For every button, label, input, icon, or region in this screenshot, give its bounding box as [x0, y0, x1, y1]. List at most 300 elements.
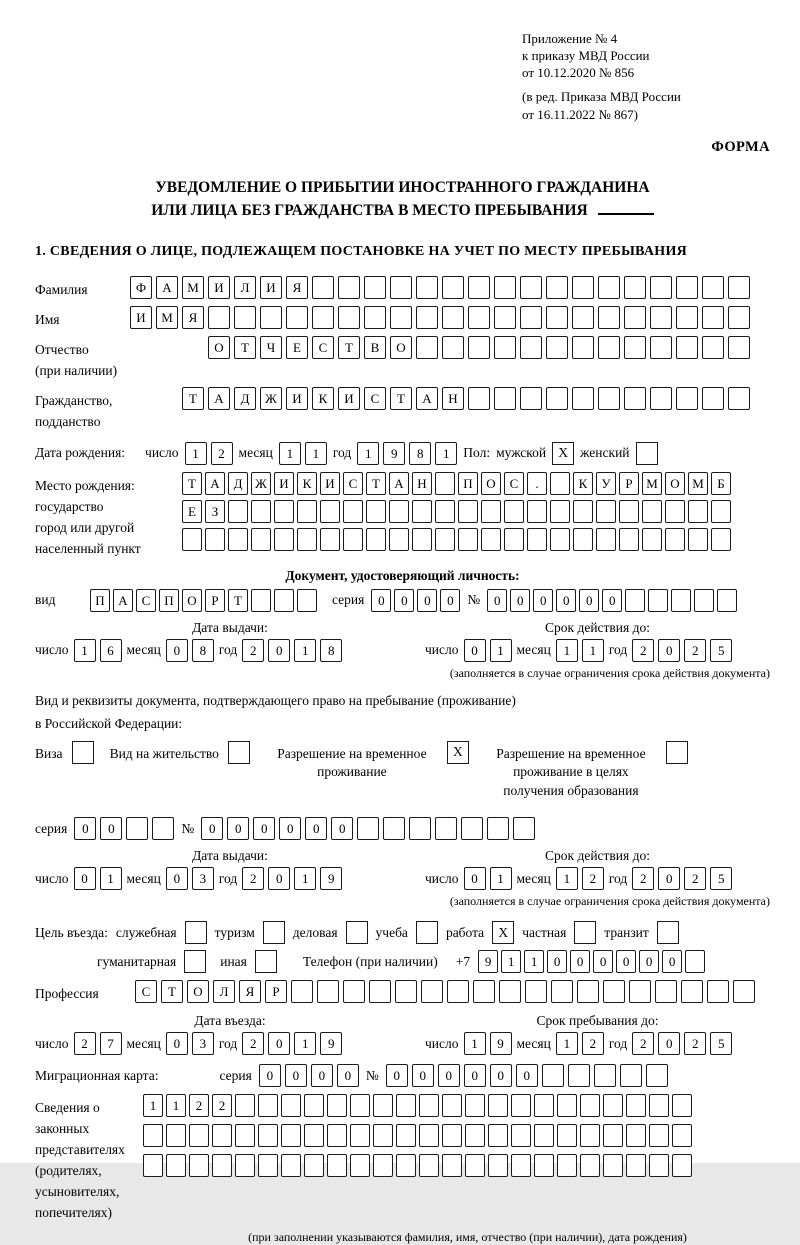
- char-cell[interactable]: И: [208, 276, 230, 299]
- char-cell[interactable]: [520, 387, 542, 410]
- char-cell[interactable]: Е: [286, 336, 308, 359]
- purpose-study-checkbox[interactable]: [416, 921, 438, 944]
- char-cell[interactable]: М: [642, 472, 662, 495]
- char-cell[interactable]: [511, 1154, 531, 1177]
- char-cell[interactable]: [650, 306, 672, 329]
- char-cell[interactable]: [688, 500, 708, 523]
- char-cell[interactable]: [646, 1064, 668, 1087]
- char-cell[interactable]: [442, 336, 464, 359]
- char-cell[interactable]: [551, 980, 573, 1003]
- char-cell[interactable]: [650, 387, 672, 410]
- char-cell[interactable]: 3: [192, 867, 214, 890]
- char-cell[interactable]: [494, 336, 516, 359]
- char-cell[interactable]: [494, 306, 516, 329]
- char-cell[interactable]: 1: [294, 639, 316, 662]
- char-cell[interactable]: [672, 1154, 692, 1177]
- char-cell[interactable]: 5: [710, 867, 732, 890]
- char-cell[interactable]: [320, 500, 340, 523]
- char-cell[interactable]: 2: [632, 867, 654, 890]
- char-cell[interactable]: [733, 980, 755, 1003]
- char-cell[interactable]: [395, 980, 417, 1003]
- char-cell[interactable]: [389, 500, 409, 523]
- char-cell[interactable]: Д: [228, 472, 248, 495]
- char-cell[interactable]: 1: [490, 639, 512, 662]
- char-cell[interactable]: Т: [228, 589, 248, 612]
- char-cell[interactable]: [624, 387, 646, 410]
- char-cell[interactable]: [435, 528, 455, 551]
- char-cell[interactable]: [557, 1154, 577, 1177]
- char-cell[interactable]: [212, 1154, 232, 1177]
- char-cell[interactable]: И: [286, 387, 308, 410]
- char-cell[interactable]: 0: [100, 817, 122, 840]
- char-cell[interactable]: [676, 387, 698, 410]
- char-cell[interactable]: [281, 1154, 301, 1177]
- char-cell[interactable]: А: [208, 387, 230, 410]
- char-cell[interactable]: [707, 980, 729, 1003]
- char-cell[interactable]: 0: [440, 589, 460, 612]
- char-cell[interactable]: [364, 306, 386, 329]
- char-cell[interactable]: [649, 1094, 669, 1117]
- char-cell[interactable]: И: [274, 472, 294, 495]
- char-cell[interactable]: [546, 276, 568, 299]
- char-cell[interactable]: 0: [253, 817, 275, 840]
- char-cell[interactable]: [655, 980, 677, 1003]
- option-residence-permit-checkbox[interactable]: [228, 741, 250, 764]
- char-cell[interactable]: [672, 1124, 692, 1147]
- char-cell[interactable]: Р: [205, 589, 225, 612]
- char-cell[interactable]: [468, 306, 490, 329]
- char-cell[interactable]: 0: [556, 589, 576, 612]
- char-cell[interactable]: [458, 500, 478, 523]
- char-cell[interactable]: [520, 306, 542, 329]
- char-cell[interactable]: 2: [684, 867, 706, 890]
- char-cell[interactable]: [527, 528, 547, 551]
- char-cell[interactable]: [166, 1124, 186, 1147]
- char-cell[interactable]: Т: [390, 387, 412, 410]
- char-cell[interactable]: [338, 306, 360, 329]
- char-cell[interactable]: [442, 1124, 462, 1147]
- char-cell[interactable]: [126, 817, 148, 840]
- char-cell[interactable]: [383, 817, 405, 840]
- char-cell[interactable]: [281, 1094, 301, 1117]
- char-cell[interactable]: О: [208, 336, 230, 359]
- char-cell[interactable]: .: [527, 472, 547, 495]
- char-cell[interactable]: [357, 817, 379, 840]
- char-cell[interactable]: С: [312, 336, 334, 359]
- char-cell[interactable]: [676, 276, 698, 299]
- char-cell[interactable]: З: [205, 500, 225, 523]
- char-cell[interactable]: 9: [383, 442, 405, 465]
- char-cell[interactable]: 0: [602, 589, 622, 612]
- char-cell[interactable]: [568, 1064, 590, 1087]
- char-cell[interactable]: [572, 276, 594, 299]
- char-cell[interactable]: 2: [74, 1032, 96, 1055]
- char-cell[interactable]: [542, 1064, 564, 1087]
- char-cell[interactable]: [557, 1094, 577, 1117]
- char-cell[interactable]: Ж: [260, 387, 282, 410]
- char-cell[interactable]: И: [260, 276, 282, 299]
- char-cell[interactable]: [672, 1094, 692, 1117]
- char-cell[interactable]: [327, 1094, 347, 1117]
- char-cell[interactable]: [487, 817, 509, 840]
- char-cell[interactable]: [327, 1124, 347, 1147]
- char-cell[interactable]: [702, 387, 724, 410]
- char-cell[interactable]: [435, 817, 457, 840]
- char-cell[interactable]: 1: [524, 950, 544, 973]
- char-cell[interactable]: [527, 500, 547, 523]
- char-cell[interactable]: М: [182, 276, 204, 299]
- char-cell[interactable]: С: [343, 472, 363, 495]
- char-cell[interactable]: [435, 500, 455, 523]
- char-cell[interactable]: [390, 276, 412, 299]
- char-cell[interactable]: 2: [242, 639, 264, 662]
- char-cell[interactable]: М: [156, 306, 178, 329]
- purpose-transit-checkbox[interactable]: [657, 921, 679, 944]
- char-cell[interactable]: [481, 528, 501, 551]
- char-cell[interactable]: [274, 589, 294, 612]
- char-cell[interactable]: [648, 589, 668, 612]
- char-cell[interactable]: [274, 528, 294, 551]
- char-cell[interactable]: 0: [305, 817, 327, 840]
- char-cell[interactable]: А: [389, 472, 409, 495]
- char-cell[interactable]: [598, 306, 620, 329]
- char-cell[interactable]: Я: [239, 980, 261, 1003]
- purpose-business-checkbox[interactable]: [346, 921, 368, 944]
- char-cell[interactable]: [649, 1124, 669, 1147]
- char-cell[interactable]: [465, 1154, 485, 1177]
- char-cell[interactable]: [235, 1154, 255, 1177]
- char-cell[interactable]: 1: [294, 867, 316, 890]
- char-cell[interactable]: [390, 306, 412, 329]
- char-cell[interactable]: 0: [285, 1064, 307, 1087]
- char-cell[interactable]: [189, 1124, 209, 1147]
- char-cell[interactable]: Т: [182, 472, 202, 495]
- char-cell[interactable]: [594, 1064, 616, 1087]
- char-cell[interactable]: О: [390, 336, 412, 359]
- char-cell[interactable]: [580, 1154, 600, 1177]
- char-cell[interactable]: [702, 306, 724, 329]
- char-cell[interactable]: [702, 336, 724, 359]
- char-cell[interactable]: 2: [189, 1094, 209, 1117]
- char-cell[interactable]: К: [573, 472, 593, 495]
- char-cell[interactable]: С: [504, 472, 524, 495]
- char-cell[interactable]: 0: [337, 1064, 359, 1087]
- char-cell[interactable]: 1: [100, 867, 122, 890]
- char-cell[interactable]: [473, 980, 495, 1003]
- char-cell[interactable]: [350, 1124, 370, 1147]
- char-cell[interactable]: 0: [616, 950, 636, 973]
- char-cell[interactable]: [419, 1154, 439, 1177]
- char-cell[interactable]: [189, 1154, 209, 1177]
- char-cell[interactable]: [412, 500, 432, 523]
- char-cell[interactable]: [251, 500, 271, 523]
- char-cell[interactable]: А: [113, 589, 133, 612]
- char-cell[interactable]: [550, 472, 570, 495]
- char-cell[interactable]: [511, 1094, 531, 1117]
- char-cell[interactable]: К: [297, 472, 317, 495]
- char-cell[interactable]: 0: [639, 950, 659, 973]
- char-cell[interactable]: [373, 1094, 393, 1117]
- char-cell[interactable]: [166, 1154, 186, 1177]
- char-cell[interactable]: 9: [478, 950, 498, 973]
- char-cell[interactable]: [251, 589, 271, 612]
- char-cell[interactable]: [343, 528, 363, 551]
- char-cell[interactable]: [396, 1154, 416, 1177]
- char-cell[interactable]: [534, 1124, 554, 1147]
- char-cell[interactable]: [504, 500, 524, 523]
- char-cell[interactable]: 5: [710, 639, 732, 662]
- char-cell[interactable]: Л: [213, 980, 235, 1003]
- char-cell[interactable]: [320, 528, 340, 551]
- char-cell[interactable]: [685, 950, 705, 973]
- char-cell[interactable]: [297, 500, 317, 523]
- char-cell[interactable]: [629, 980, 651, 1003]
- char-cell[interactable]: 0: [268, 639, 290, 662]
- char-cell[interactable]: 0: [579, 589, 599, 612]
- char-cell[interactable]: 0: [74, 867, 96, 890]
- char-cell[interactable]: 0: [166, 867, 188, 890]
- char-cell[interactable]: [520, 276, 542, 299]
- char-cell[interactable]: [598, 336, 620, 359]
- char-cell[interactable]: 0: [516, 1064, 538, 1087]
- char-cell[interactable]: 0: [510, 589, 530, 612]
- char-cell[interactable]: [350, 1154, 370, 1177]
- char-cell[interactable]: Н: [412, 472, 432, 495]
- char-cell[interactable]: [343, 980, 365, 1003]
- char-cell[interactable]: 1: [501, 950, 521, 973]
- char-cell[interactable]: [419, 1124, 439, 1147]
- char-cell[interactable]: 0: [279, 817, 301, 840]
- char-cell[interactable]: [511, 1124, 531, 1147]
- char-cell[interactable]: [603, 1154, 623, 1177]
- char-cell[interactable]: Д: [234, 387, 256, 410]
- char-cell[interactable]: [572, 336, 594, 359]
- char-cell[interactable]: [598, 276, 620, 299]
- char-cell[interactable]: 0: [490, 1064, 512, 1087]
- char-cell[interactable]: 0: [464, 1064, 486, 1087]
- char-cell[interactable]: 0: [464, 639, 486, 662]
- char-cell[interactable]: [603, 980, 625, 1003]
- char-cell[interactable]: В: [364, 336, 386, 359]
- char-cell[interactable]: [234, 306, 256, 329]
- char-cell[interactable]: 5: [710, 1032, 732, 1055]
- char-cell[interactable]: [461, 817, 483, 840]
- char-cell[interactable]: [364, 276, 386, 299]
- char-cell[interactable]: Ж: [251, 472, 271, 495]
- char-cell[interactable]: Р: [265, 980, 287, 1003]
- char-cell[interactable]: С: [364, 387, 386, 410]
- char-cell[interactable]: [366, 500, 386, 523]
- char-cell[interactable]: 2: [632, 1032, 654, 1055]
- char-cell[interactable]: 0: [259, 1064, 281, 1087]
- purpose-official-checkbox[interactable]: [185, 921, 207, 944]
- char-cell[interactable]: 1: [556, 867, 578, 890]
- char-cell[interactable]: О: [481, 472, 501, 495]
- char-cell[interactable]: 7: [100, 1032, 122, 1055]
- char-cell[interactable]: [291, 980, 313, 1003]
- char-cell[interactable]: [143, 1154, 163, 1177]
- char-cell[interactable]: [412, 528, 432, 551]
- char-cell[interactable]: 2: [582, 867, 604, 890]
- char-cell[interactable]: [435, 472, 455, 495]
- char-cell[interactable]: 0: [438, 1064, 460, 1087]
- char-cell[interactable]: [235, 1124, 255, 1147]
- char-cell[interactable]: [447, 980, 469, 1003]
- char-cell[interactable]: [468, 276, 490, 299]
- char-cell[interactable]: И: [338, 387, 360, 410]
- char-cell[interactable]: [573, 500, 593, 523]
- char-cell[interactable]: [258, 1094, 278, 1117]
- char-cell[interactable]: 2: [242, 867, 264, 890]
- char-cell[interactable]: [603, 1124, 623, 1147]
- purpose-work-checkbox[interactable]: X: [492, 921, 514, 944]
- char-cell[interactable]: [525, 980, 547, 1003]
- char-cell[interactable]: Р: [619, 472, 639, 495]
- char-cell[interactable]: [626, 1124, 646, 1147]
- char-cell[interactable]: 0: [570, 950, 590, 973]
- char-cell[interactable]: [650, 276, 672, 299]
- char-cell[interactable]: 1: [166, 1094, 186, 1117]
- char-cell[interactable]: [513, 817, 535, 840]
- char-cell[interactable]: 0: [658, 639, 680, 662]
- char-cell[interactable]: 0: [227, 817, 249, 840]
- char-cell[interactable]: О: [665, 472, 685, 495]
- char-cell[interactable]: 0: [417, 589, 437, 612]
- char-cell[interactable]: 1: [143, 1094, 163, 1117]
- char-cell[interactable]: У: [596, 472, 616, 495]
- char-cell[interactable]: [488, 1154, 508, 1177]
- char-cell[interactable]: [396, 1094, 416, 1117]
- char-cell[interactable]: 8: [192, 639, 214, 662]
- char-cell[interactable]: [343, 500, 363, 523]
- char-cell[interactable]: [338, 276, 360, 299]
- char-cell[interactable]: [520, 336, 542, 359]
- char-cell[interactable]: [442, 306, 464, 329]
- char-cell[interactable]: Т: [338, 336, 360, 359]
- char-cell[interactable]: [676, 336, 698, 359]
- char-cell[interactable]: [572, 306, 594, 329]
- char-cell[interactable]: 0: [166, 639, 188, 662]
- char-cell[interactable]: П: [90, 589, 110, 612]
- char-cell[interactable]: [488, 1094, 508, 1117]
- char-cell[interactable]: [688, 528, 708, 551]
- char-cell[interactable]: [550, 500, 570, 523]
- char-cell[interactable]: 1: [279, 442, 301, 465]
- char-cell[interactable]: [260, 306, 282, 329]
- char-cell[interactable]: Е: [182, 500, 202, 523]
- char-cell[interactable]: [304, 1154, 324, 1177]
- char-cell[interactable]: [396, 1124, 416, 1147]
- char-cell[interactable]: 1: [490, 867, 512, 890]
- char-cell[interactable]: 0: [487, 589, 507, 612]
- char-cell[interactable]: [620, 1064, 642, 1087]
- char-cell[interactable]: 2: [684, 639, 706, 662]
- char-cell[interactable]: 0: [394, 589, 414, 612]
- char-cell[interactable]: С: [136, 589, 156, 612]
- char-cell[interactable]: [421, 980, 443, 1003]
- char-cell[interactable]: Т: [234, 336, 256, 359]
- char-cell[interactable]: [409, 817, 431, 840]
- char-cell[interactable]: 1: [74, 639, 96, 662]
- char-cell[interactable]: [143, 1124, 163, 1147]
- char-cell[interactable]: 0: [268, 867, 290, 890]
- char-cell[interactable]: [419, 1094, 439, 1117]
- char-cell[interactable]: 1: [435, 442, 457, 465]
- char-cell[interactable]: Т: [161, 980, 183, 1003]
- char-cell[interactable]: [572, 387, 594, 410]
- char-cell[interactable]: [702, 276, 724, 299]
- char-cell[interactable]: [626, 1154, 646, 1177]
- char-cell[interactable]: [317, 980, 339, 1003]
- char-cell[interactable]: 8: [409, 442, 431, 465]
- option-temp-residence-checkbox[interactable]: X: [447, 741, 469, 764]
- purpose-other-checkbox[interactable]: [255, 950, 277, 973]
- char-cell[interactable]: И: [320, 472, 340, 495]
- char-cell[interactable]: 0: [331, 817, 353, 840]
- char-cell[interactable]: 0: [662, 950, 682, 973]
- char-cell[interactable]: [546, 387, 568, 410]
- char-cell[interactable]: [676, 306, 698, 329]
- char-cell[interactable]: 1: [357, 442, 379, 465]
- char-cell[interactable]: [642, 500, 662, 523]
- char-cell[interactable]: 0: [166, 1032, 188, 1055]
- char-cell[interactable]: [596, 500, 616, 523]
- char-cell[interactable]: [665, 528, 685, 551]
- char-cell[interactable]: [327, 1154, 347, 1177]
- char-cell[interactable]: [504, 528, 524, 551]
- char-cell[interactable]: [577, 980, 599, 1003]
- char-cell[interactable]: [624, 276, 646, 299]
- gender-female-checkbox[interactable]: [636, 442, 658, 465]
- char-cell[interactable]: [481, 500, 501, 523]
- char-cell[interactable]: [228, 500, 248, 523]
- char-cell[interactable]: [728, 276, 750, 299]
- char-cell[interactable]: [465, 1124, 485, 1147]
- char-cell[interactable]: 0: [74, 817, 96, 840]
- char-cell[interactable]: [711, 500, 731, 523]
- char-cell[interactable]: [297, 528, 317, 551]
- char-cell[interactable]: [711, 528, 731, 551]
- char-cell[interactable]: 1: [305, 442, 327, 465]
- char-cell[interactable]: 0: [201, 817, 223, 840]
- char-cell[interactable]: [728, 336, 750, 359]
- char-cell[interactable]: [665, 500, 685, 523]
- char-cell[interactable]: [465, 1094, 485, 1117]
- char-cell[interactable]: [580, 1124, 600, 1147]
- char-cell[interactable]: Н: [442, 387, 464, 410]
- char-cell[interactable]: [534, 1154, 554, 1177]
- char-cell[interactable]: [458, 528, 478, 551]
- char-cell[interactable]: [442, 1154, 462, 1177]
- char-cell[interactable]: [258, 1154, 278, 1177]
- char-cell[interactable]: Я: [286, 276, 308, 299]
- char-cell[interactable]: М: [688, 472, 708, 495]
- char-cell[interactable]: [416, 276, 438, 299]
- char-cell[interactable]: [235, 1094, 255, 1117]
- char-cell[interactable]: 3: [192, 1032, 214, 1055]
- char-cell[interactable]: Б: [711, 472, 731, 495]
- char-cell[interactable]: 0: [593, 950, 613, 973]
- char-cell[interactable]: К: [312, 387, 334, 410]
- char-cell[interactable]: [619, 500, 639, 523]
- char-cell[interactable]: [728, 306, 750, 329]
- char-cell[interactable]: [274, 500, 294, 523]
- char-cell[interactable]: [251, 528, 271, 551]
- char-cell[interactable]: [258, 1124, 278, 1147]
- char-cell[interactable]: [624, 306, 646, 329]
- char-cell[interactable]: 0: [386, 1064, 408, 1087]
- char-cell[interactable]: [416, 336, 438, 359]
